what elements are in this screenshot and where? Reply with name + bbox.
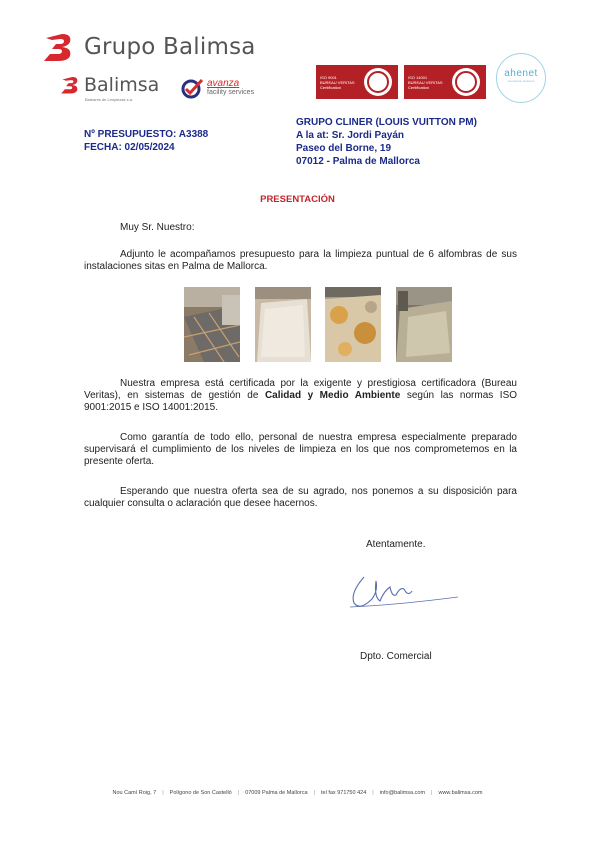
- paragraph-certification-bold: Calidad y Medio Ambiente: [264, 390, 401, 401]
- section-title: PRESENTACIÓN: [260, 194, 335, 205]
- paragraph-closing: [84, 486, 517, 510]
- footer-website[interactable]: www.balimsa.com: [438, 790, 483, 796]
- balimsa-b-icon: [42, 32, 78, 62]
- recipient-address: [296, 116, 477, 168]
- signature-image: [346, 567, 462, 615]
- cert1-line3: Certification: [320, 84, 342, 90]
- carpet-photo-4: [396, 287, 452, 362]
- ahenet-logo: [496, 53, 546, 103]
- recipient-city: 07012 - Palma de Mallorca: [296, 156, 420, 167]
- paragraph-certification: [84, 378, 517, 414]
- brand-sub-tagline: Baleares de Limpiezas s.a.: [85, 97, 134, 102]
- avanza-logo: [180, 77, 254, 99]
- footer: Nou Camí Roig, 7 | Polígono de Son Castelló | 07009 Palma de Mallorca | tel fax 971750 424 | info@balimsa.com | www.balimsa.com: [112, 790, 483, 796]
- budget-date: FECHA: 02/05/2024: [84, 142, 175, 153]
- footer-email[interactable]: info@balimsa.com: [379, 790, 426, 796]
- footer-city: 07009 Palma de Mallorca: [245, 790, 308, 796]
- carpet-photo-1: [184, 287, 240, 362]
- avanza-check-icon: [180, 77, 204, 99]
- avanza-word: avanza: [207, 78, 240, 89]
- recipient-street: Paseo del Borne, 19: [296, 143, 392, 154]
- cert1-line2: BUREAU VERITAS: [320, 79, 355, 85]
- cert2-line2: BUREAU VERITAS: [408, 79, 443, 85]
- bureau-veritas-seal-icon: [364, 68, 392, 96]
- budget-meta: [84, 128, 208, 154]
- cert1-line1: ISO 9001: [320, 74, 337, 80]
- paragraph-intro-text: Adjunto le acompañamos presupuesto para la limpieza puntual de 6 alfombras de sus instalaciones sitas en Palma de Mallorca.: [84, 249, 517, 272]
- ahenet-sub: Asociación Hotelera: [507, 79, 535, 83]
- paragraph-intro: [84, 249, 517, 273]
- paragraph-closing-text: Esperando que nuestra oferta sea de su agrado, nos ponemos a su disposición para cualquier consulta o aclaración que desee hacernos.: [84, 486, 517, 509]
- footer-phone: tel fax 971750 424: [321, 790, 367, 796]
- iso-9001-cert-badge: [316, 65, 398, 99]
- greeting-text: Muy Sr. Nuestro:: [120, 222, 195, 233]
- recipient-attn: A la at: Sr. Jordi Payán: [296, 130, 405, 141]
- department: Dpto. Comercial: [360, 651, 432, 662]
- paragraph-guarantee-text: Como garantía de todo ello, personal de nuestra empresa especialmente preparado supervisará el cumplimiento de los niveles de limpieza en los que nos comprometemos en la presente oferta.: [84, 432, 517, 467]
- paragraph-certification-text-a: Nuestra empresa está certificada por la exigente y prestigiosa certificadora (Bureau Veritas), en sistemas de gestión de: [84, 378, 517, 401]
- ahenet-word: ahenet: [504, 68, 538, 79]
- avanza-sub: facility services: [207, 89, 255, 96]
- cert2-line1: ISO 14001: [408, 74, 428, 80]
- brand-sub-name: Balimsa: [84, 74, 160, 96]
- budget-number: Nº PRESUPUESTO: A3388: [84, 129, 209, 140]
- bureau-veritas-seal-icon: [452, 68, 480, 96]
- footer-polygon: Polígono de Son Castelló: [169, 790, 232, 796]
- iso-14001-cert-badge: [404, 65, 486, 99]
- balimsa-b-small-icon: [60, 75, 82, 95]
- carpet-photo-2: [255, 287, 311, 362]
- greeting: [84, 222, 517, 234]
- footer-address: Nou Camí Roig, 7: [112, 790, 157, 796]
- cert2-line3: Certification: [408, 84, 430, 90]
- paragraph-certification-text-b: según las normas ISO 9001:2015 e ISO 14001:2015.: [84, 390, 518, 413]
- carpet-photo-3: [325, 287, 381, 362]
- paragraph-guarantee: [84, 432, 517, 468]
- brand-main-name: Grupo Balimsa: [84, 34, 256, 60]
- recipient-company: GRUPO CLINER (LOUIS VUITTON PM): [296, 117, 477, 128]
- balimsa-logo: [60, 74, 160, 102]
- grupo-balimsa-logo: [42, 32, 256, 62]
- closing-salutation: Atentamente.: [366, 539, 426, 550]
